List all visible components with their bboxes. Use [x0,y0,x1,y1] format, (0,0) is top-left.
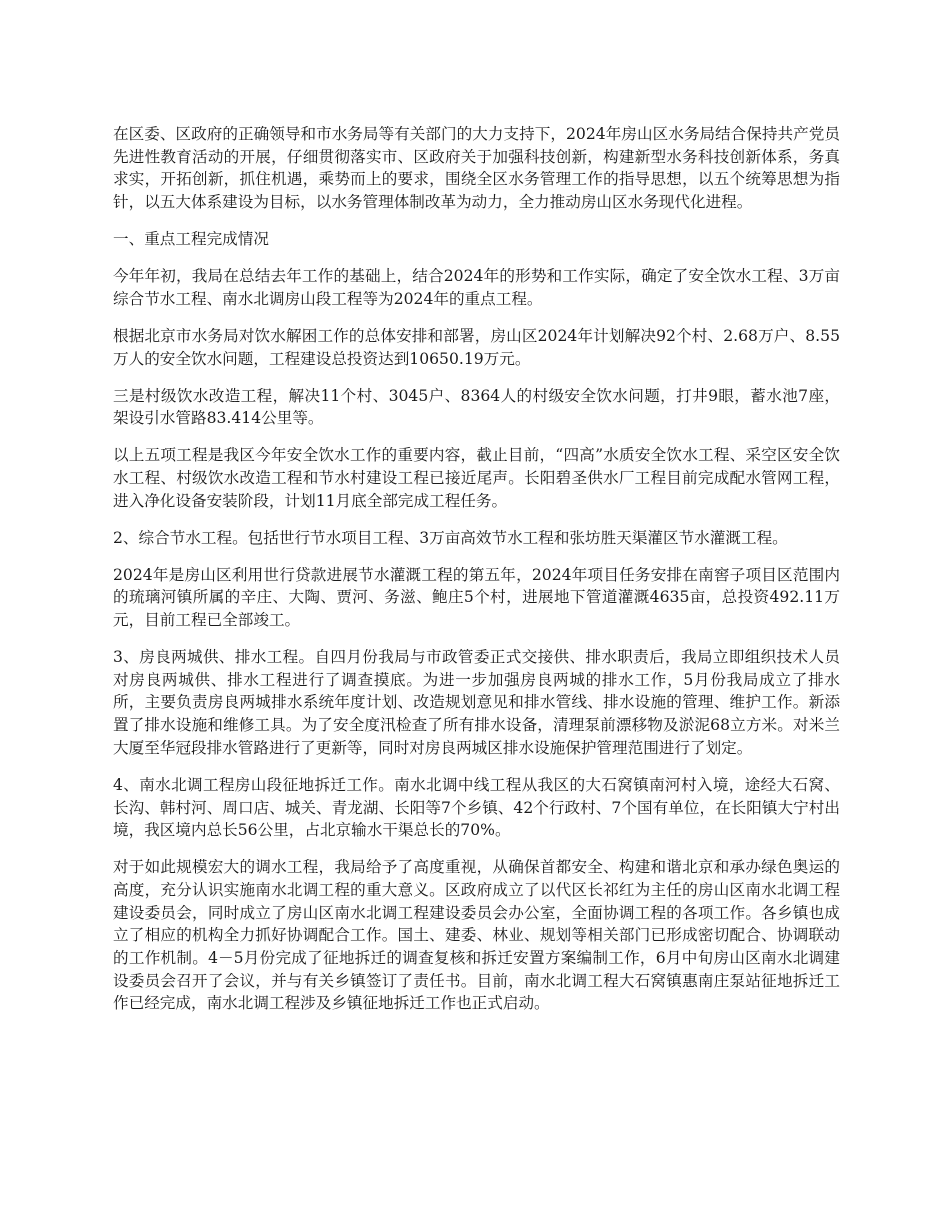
paragraph: 4、南水北调工程房山段征地拆迁工作。南水北调中线工程从我区的大石窝镇南河村入境，途经大石窝、长沟、韩村河、周口店、城关、青龙湖、长阳等7个乡镇、42个行政村、7个国有单位，在长阳镇大宁村出境，我区境内总长56公里，占北京输水干渠总长的70%。 [113,775,840,840]
paragraph: 根据北京市水务局对饮水解困工作的总体安排和部署，房山区2024年计划解决92个村、2.68万户、8.55万人的安全饮水问题，工程建设总投资达到10650.19万元。 [113,326,840,368]
paragraph-intro: 在区委、区政府的正确领导和市水务局等有关部门的大力支持下，2024年房山区水务局结合保持共产党员先进性教育活动的开展，仔细贯彻落实市、区政府关于加强科技创新，构建新型水务科技创新体系，务真求实，开拓创新，抓住机遇，乘势而上的要求，围绕全区水务管理工作的指导思想，以五个统筹思想为指针，以五大体系建设为目标，以水务管理体制改革为动力，全力推动房山区水务现代化进程。 [113,125,840,212]
paragraph: 对于如此规模宏大的调水工程，我局给予了高度重视，从确保首都安全、构建和谐北京和承办绿色奥运的高度，充分认识实施南水北调工程的重大意义。区政府成立了以代区长祁红为主任的房山区南水北调工程建设委员会，同时成立了房山区南水北调工程建设委员会办公室，全面协调工程的各项工作。各乡镇也成立了相应的机构全力抓好协调配合工作。国土、建委、林业、规划等相关部门已形成密切配合、协调联动的工作机制。4－5月份完成了征地拆迁的调查复核和拆迁安置方案编制工作，6月中旬房山区南水北调建设委员会召开了会议，并与有关乡镇签订了责任书。目前，南水北调工程大石窝镇惠南庄泵站征地拆迁工作已经完成，南水北调工程涉及乡镇征地拆迁工作也正式启动。 [113,858,840,1013]
document-body [113,123,840,1029]
paragraph: 今年年初，我局在总结去年工作的基础上，结合2024年的形势和工作实际，确定了安全饮水工程、3万亩综合节水工程、南水北调房山段工程等为2024年的重点工程。 [113,267,840,308]
paragraph: 3、房良两城供、排水工程。自四月份我局与市政管委正式交接供、排水职责后，我局立即组织技术人员对房良两城供、排水工程进行了调查摸底。为进一步加强房良两城的排水工作，5月份我局成立了排水所，主要负责房良两城排水系统年度计划、改造规划意见和排水管线、排水设施的管理、维护工作。新添置了排水设施和维修工具。为了安全度汛检查了所有排水设备，清理泵前漂移物及淤泥68立方米。对米兰大厦至华冠段排水管路进行了更新等，同时对房良两城区排水设施保护管理范围进行了划定。 [113,648,840,757]
paragraph: 以上五项工程是我区今年安全饮水工作的重要内容，截止目前，“四高”水质安全饮水工程、采空区安全饮水工程、村级饮水改造工程和节水村建设工程已接近尾声。长阳碧圣供水厂工程目前完成配水管网工程，进入净化设备安装阶段，计划11月底全部完成工程任务。 [113,446,840,510]
paragraph: 2、综合节水工程。包括世行节水项目工程、3万亩高效节水工程和张坊胜天渠灌区节水灌溉工程。 [113,528,788,547]
paragraph: 三是村级饮水改造工程，解决11个村、3045户、8364人的村级安全饮水问题，打井9眼，蓄水池7座，架设引水管路83.414公里等。 [113,386,840,428]
paragraph: 2024年是房山区利用世行贷款进展节水灌溉工程的第五年，2024年项目任务安排在南窖子项目区范围内的琉璃河镇所属的辛庄、大陶、贾河、务滋、鲍庄5个村，进展地下管道灌溉4635亩，总投资492.11万元，目前工程已全部竣工。 [113,565,840,630]
section-heading-key-projects: 一、重点工程完成情况 [113,230,269,249]
